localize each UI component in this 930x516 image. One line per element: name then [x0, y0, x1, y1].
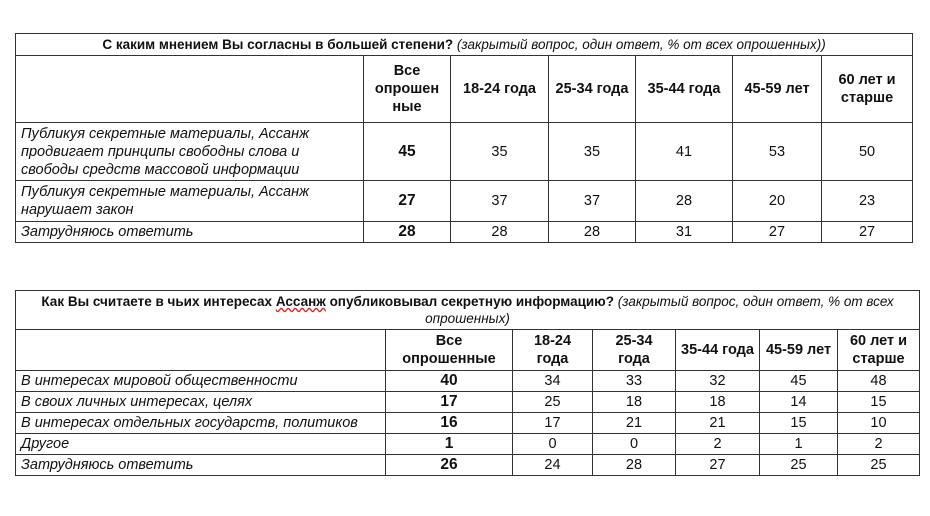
- table-title: [16, 291, 920, 330]
- header-all-respondents: Все опрошен ные: [364, 56, 451, 123]
- row-value: 27: [676, 455, 760, 476]
- row-total: 16: [386, 413, 513, 434]
- table-row: [16, 222, 913, 243]
- row-value: 33: [593, 371, 676, 392]
- question-text-end: опубликовывал секретную информацию?: [325, 294, 614, 309]
- table-row: [16, 413, 920, 434]
- header-age-45-59: 45-59 лет: [760, 330, 838, 371]
- header-age-60-plus: 60 лет и старше: [838, 330, 920, 371]
- row-value: 21: [676, 413, 760, 434]
- row-value: 18: [676, 392, 760, 413]
- table-title: [16, 34, 913, 56]
- row-value: 2: [676, 434, 760, 455]
- row-label: В интересах отдельных государств, политиков: [16, 413, 386, 434]
- row-value: 25: [760, 455, 838, 476]
- row-value: 34: [513, 371, 593, 392]
- row-value: 17: [513, 413, 593, 434]
- table-row: [16, 455, 920, 476]
- header-age-35-44: 35-44 года: [676, 330, 760, 371]
- empty-header-cell: [16, 330, 386, 371]
- table-row: [16, 123, 913, 181]
- row-value: 28: [636, 181, 733, 222]
- row-value: 2: [838, 434, 920, 455]
- header-row: [16, 330, 920, 371]
- row-total: 17: [386, 392, 513, 413]
- row-value: 31: [636, 222, 733, 243]
- row-value: 35: [549, 123, 636, 181]
- header-age-35-44: 35-44 года: [636, 56, 733, 123]
- row-total: 26: [386, 455, 513, 476]
- row-value: 37: [549, 181, 636, 222]
- row-value: 27: [822, 222, 913, 243]
- row-label: Затрудняюсь ответить: [16, 222, 364, 243]
- row-value: 53: [733, 123, 822, 181]
- question-text: С каким мнением Вы согласны в большей степени?: [102, 37, 454, 52]
- row-value: 37: [451, 181, 549, 222]
- row-value: 10: [838, 413, 920, 434]
- row-value: 28: [549, 222, 636, 243]
- row-label: Публикуя секретные материалы, Ассанж продвигает принципы свободны слова и свободы средств массовой информации: [16, 123, 364, 181]
- row-value: 14: [760, 392, 838, 413]
- row-value: 32: [676, 371, 760, 392]
- row-label: В своих личных интересах, целях: [16, 392, 386, 413]
- row-total: 27: [364, 181, 451, 222]
- table-row: [16, 181, 913, 222]
- row-value: 50: [822, 123, 913, 181]
- row-value: 25: [513, 392, 593, 413]
- header-row: [16, 56, 913, 123]
- row-value: 18: [593, 392, 676, 413]
- row-value: 28: [451, 222, 549, 243]
- row-value: 0: [513, 434, 593, 455]
- row-value: 15: [838, 392, 920, 413]
- header-age-60-plus: 60 лет и старше: [822, 56, 913, 123]
- row-value: 48: [838, 371, 920, 392]
- header-age-45-59: 45-59 лет: [733, 56, 822, 123]
- survey-table-interests: [15, 290, 920, 476]
- row-value: 35: [451, 123, 549, 181]
- question-note: (закрытый вопрос, один ответ, % от всех опрошенных): [425, 294, 894, 326]
- row-value: 20: [733, 181, 822, 222]
- row-label: В интересах мировой общественности: [16, 371, 386, 392]
- row-value: 23: [822, 181, 913, 222]
- header-age-18-24: 18-24 года: [451, 56, 549, 123]
- table-row: [16, 371, 920, 392]
- question-text-start: Как Вы считаете в чьих интересах: [41, 294, 276, 309]
- row-value: 25: [838, 455, 920, 476]
- row-value: 21: [593, 413, 676, 434]
- row-total: 40: [386, 371, 513, 392]
- row-label: Публикуя секретные материалы, Ассанж нарушает закон: [16, 181, 364, 222]
- row-total: 28: [364, 222, 451, 243]
- header-age-25-34: 25-34 года: [593, 330, 676, 371]
- row-label: Затрудняюсь ответить: [16, 455, 386, 476]
- row-total: 45: [364, 123, 451, 181]
- row-label: Другое: [16, 434, 386, 455]
- header-all-respondents: Все опрошенные: [386, 330, 513, 371]
- row-value: 41: [636, 123, 733, 181]
- row-total: 1: [386, 434, 513, 455]
- empty-header-cell: [16, 56, 364, 123]
- row-value: 45: [760, 371, 838, 392]
- spellcheck-flagged-word: Ассанж: [275, 294, 326, 309]
- question-note: (закрытый вопрос, один ответ, % от всех опрошенных)): [453, 37, 826, 52]
- row-value: 15: [760, 413, 838, 434]
- row-value: 0: [593, 434, 676, 455]
- table-row: [16, 434, 920, 455]
- row-value: 1: [760, 434, 838, 455]
- table-row: [16, 392, 920, 413]
- survey-table-opinion: [15, 33, 913, 243]
- header-age-18-24: 18-24 года: [513, 330, 593, 371]
- row-value: 27: [733, 222, 822, 243]
- header-age-25-34: 25-34 года: [549, 56, 636, 123]
- row-value: 28: [593, 455, 676, 476]
- row-value: 24: [513, 455, 593, 476]
